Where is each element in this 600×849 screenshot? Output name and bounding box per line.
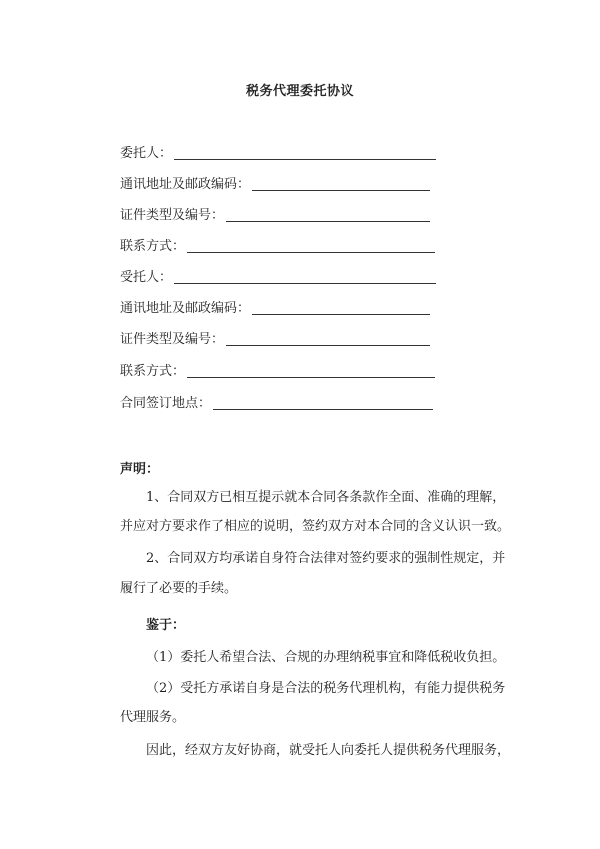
declaration-paragraph-1-line-1: 1、合同双方已相互提示就本合同各条款作全面、准确的理解， xyxy=(146,490,506,505)
field-principal-address xyxy=(120,173,430,193)
field-agent-id xyxy=(120,328,430,348)
fill-in-line[interactable] xyxy=(174,145,436,160)
field-label: 证件类型及编号： xyxy=(120,208,225,223)
fill-in-line[interactable] xyxy=(252,176,430,191)
whereas-heading: 鉴于： xyxy=(146,618,186,633)
fill-in-line[interactable] xyxy=(187,238,435,253)
declaration-paragraph-1-line-2: 并应对方要求作了相应的说明，签约双方对本合同的含义认识一致。 xyxy=(120,519,511,534)
declaration-heading: 声明： xyxy=(120,462,160,477)
field-label: 联系方式： xyxy=(120,364,186,379)
declaration-paragraph-2-line-1: 2、合同双方均承诺自身符合法律对签约要求的强制性规定，并 xyxy=(146,551,506,566)
field-agent-contact xyxy=(120,360,435,380)
whereas-conclusion: 因此，经双方友好协商，就受托人向委托人提供税务代理服务， xyxy=(146,743,511,758)
fill-in-line[interactable] xyxy=(226,331,430,346)
field-label: 证件类型及编号： xyxy=(120,332,225,347)
fill-in-line[interactable] xyxy=(187,363,435,378)
field-label: 受托人： xyxy=(120,270,173,285)
field-signing-place xyxy=(120,392,433,412)
field-label: 委托人： xyxy=(120,146,173,161)
field-agent-address xyxy=(120,297,430,317)
field-principal-contact xyxy=(120,235,435,255)
field-label: 通讯地址及邮政编码： xyxy=(120,301,251,316)
fill-in-line[interactable] xyxy=(213,395,433,410)
whereas-item-2-line-2: 代理服务。 xyxy=(120,710,186,725)
declaration-paragraph-2-line-2: 履行了必要的手续。 xyxy=(120,581,238,596)
field-label: 通讯地址及邮政编码： xyxy=(120,177,251,192)
field-agent xyxy=(120,266,436,286)
whereas-item-1: （1）委托人希望合法、合规的办理纳税事宜和降低税收负担。 xyxy=(146,650,506,665)
fill-in-line[interactable] xyxy=(174,269,436,284)
fill-in-line[interactable] xyxy=(226,207,430,222)
field-label: 合同签订地点： xyxy=(120,396,212,411)
field-label: 联系方式： xyxy=(120,239,186,254)
document-title: 税务代理委托协议 xyxy=(245,84,354,99)
field-principal xyxy=(120,142,436,162)
fill-in-line[interactable] xyxy=(252,300,430,315)
field-principal-id xyxy=(120,204,430,224)
whereas-item-2-line-1: （2）受托方承诺自身是合法的税务代理机构，有能力提供税务 xyxy=(146,681,506,696)
